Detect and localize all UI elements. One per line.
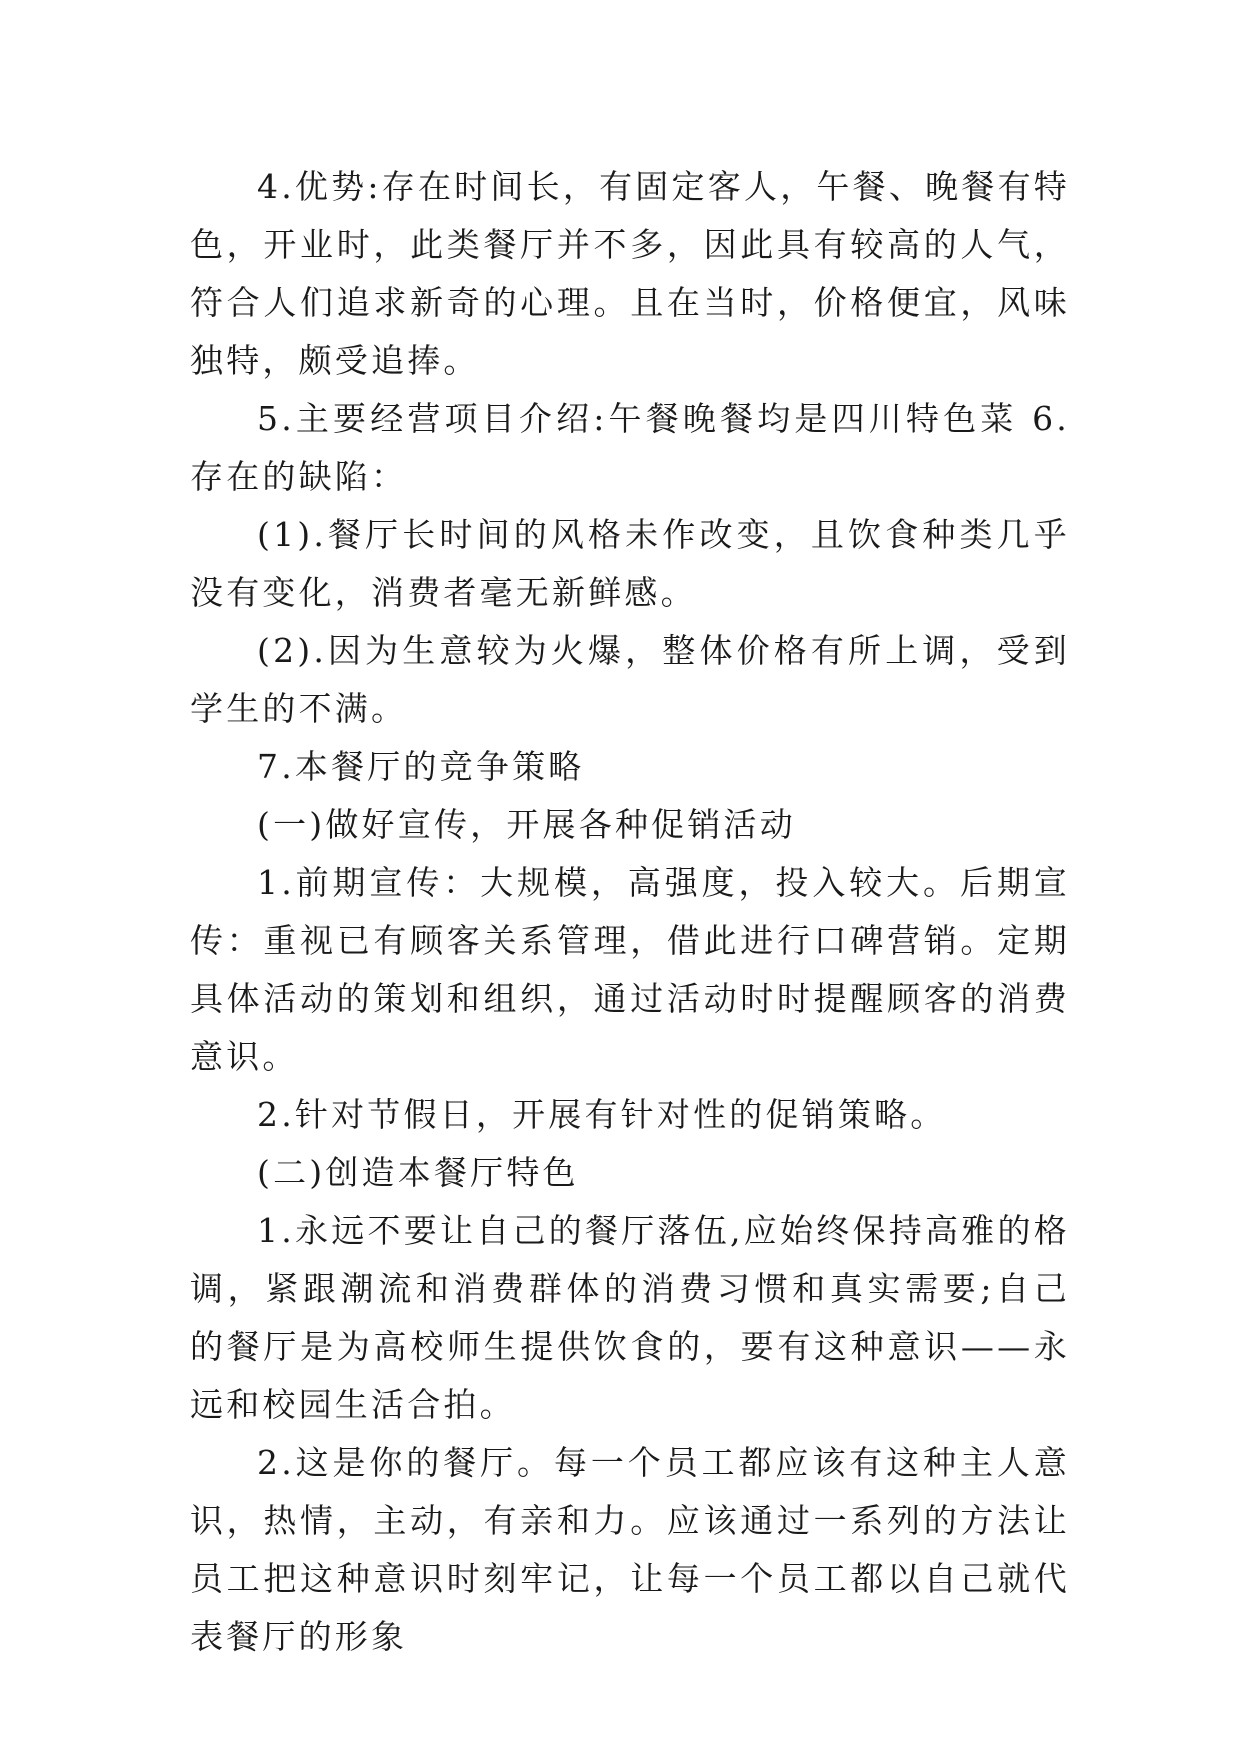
heading-restaurant-features: (二)创造本餐厅特色: [257, 1153, 579, 1192]
paragraph-features-1: 1.永远不要让自己的餐厅落伍,应始终保持高雅的格调，紧跟潮流和消费群体的消费习惯和真实需要;自己的餐厅是为高校师生提供饮食的，要有这种意识——永远和校园生活合拍。: [190, 1211, 1070, 1424]
paragraph-promotion-2: 2.针对节假日，开展有针对性的促销策略。: [257, 1095, 947, 1134]
paragraph-advantages: 4.优势:存在时间长，有固定客人，午餐、晚餐有特色，开业时，此类餐厅并不多，因此具有较高的人气，符合人们追求新奇的心理。且在当时，价格便宜，风味独特，颇受追捧。: [190, 167, 1070, 380]
paragraph-defect-2: (2).因为生意较为火爆，整体价格有所上调，受到学生的不满。: [190, 631, 1070, 728]
paragraph-main-items-and-defects: 5.主要经营项目介绍:午餐晚餐均是四川特色菜 6.存在的缺陷：: [190, 399, 1070, 496]
paragraph-features-2: 2.这是你的餐厅。每一个员工都应该有这种主人意识，热情，主动，有亲和力。应该通过一系列的方法让员工把这种意识时刻牢记，让每一个员工都以自己就代表餐厅的形象: [190, 1443, 1070, 1656]
paragraph-promotion-1: 1.前期宣传：大规模，高强度，投入较大。后期宣传：重视已有顾客关系管理，借此进行口碑营销。定期具体活动的策划和组织，通过活动时时提醒顾客的消费意识。: [190, 863, 1070, 1076]
heading-competitive-strategy: 7.本餐厅的竞争策略: [257, 747, 585, 786]
heading-promotion: (一)做好宣传，开展各种促销活动: [257, 805, 796, 844]
paragraph-defect-1: (1).餐厅长时间的风格未作改变，且饮食种类几乎没有变化，消费者毫无新鲜感。: [190, 515, 1070, 612]
document-body: [190, 158, 1070, 1666]
